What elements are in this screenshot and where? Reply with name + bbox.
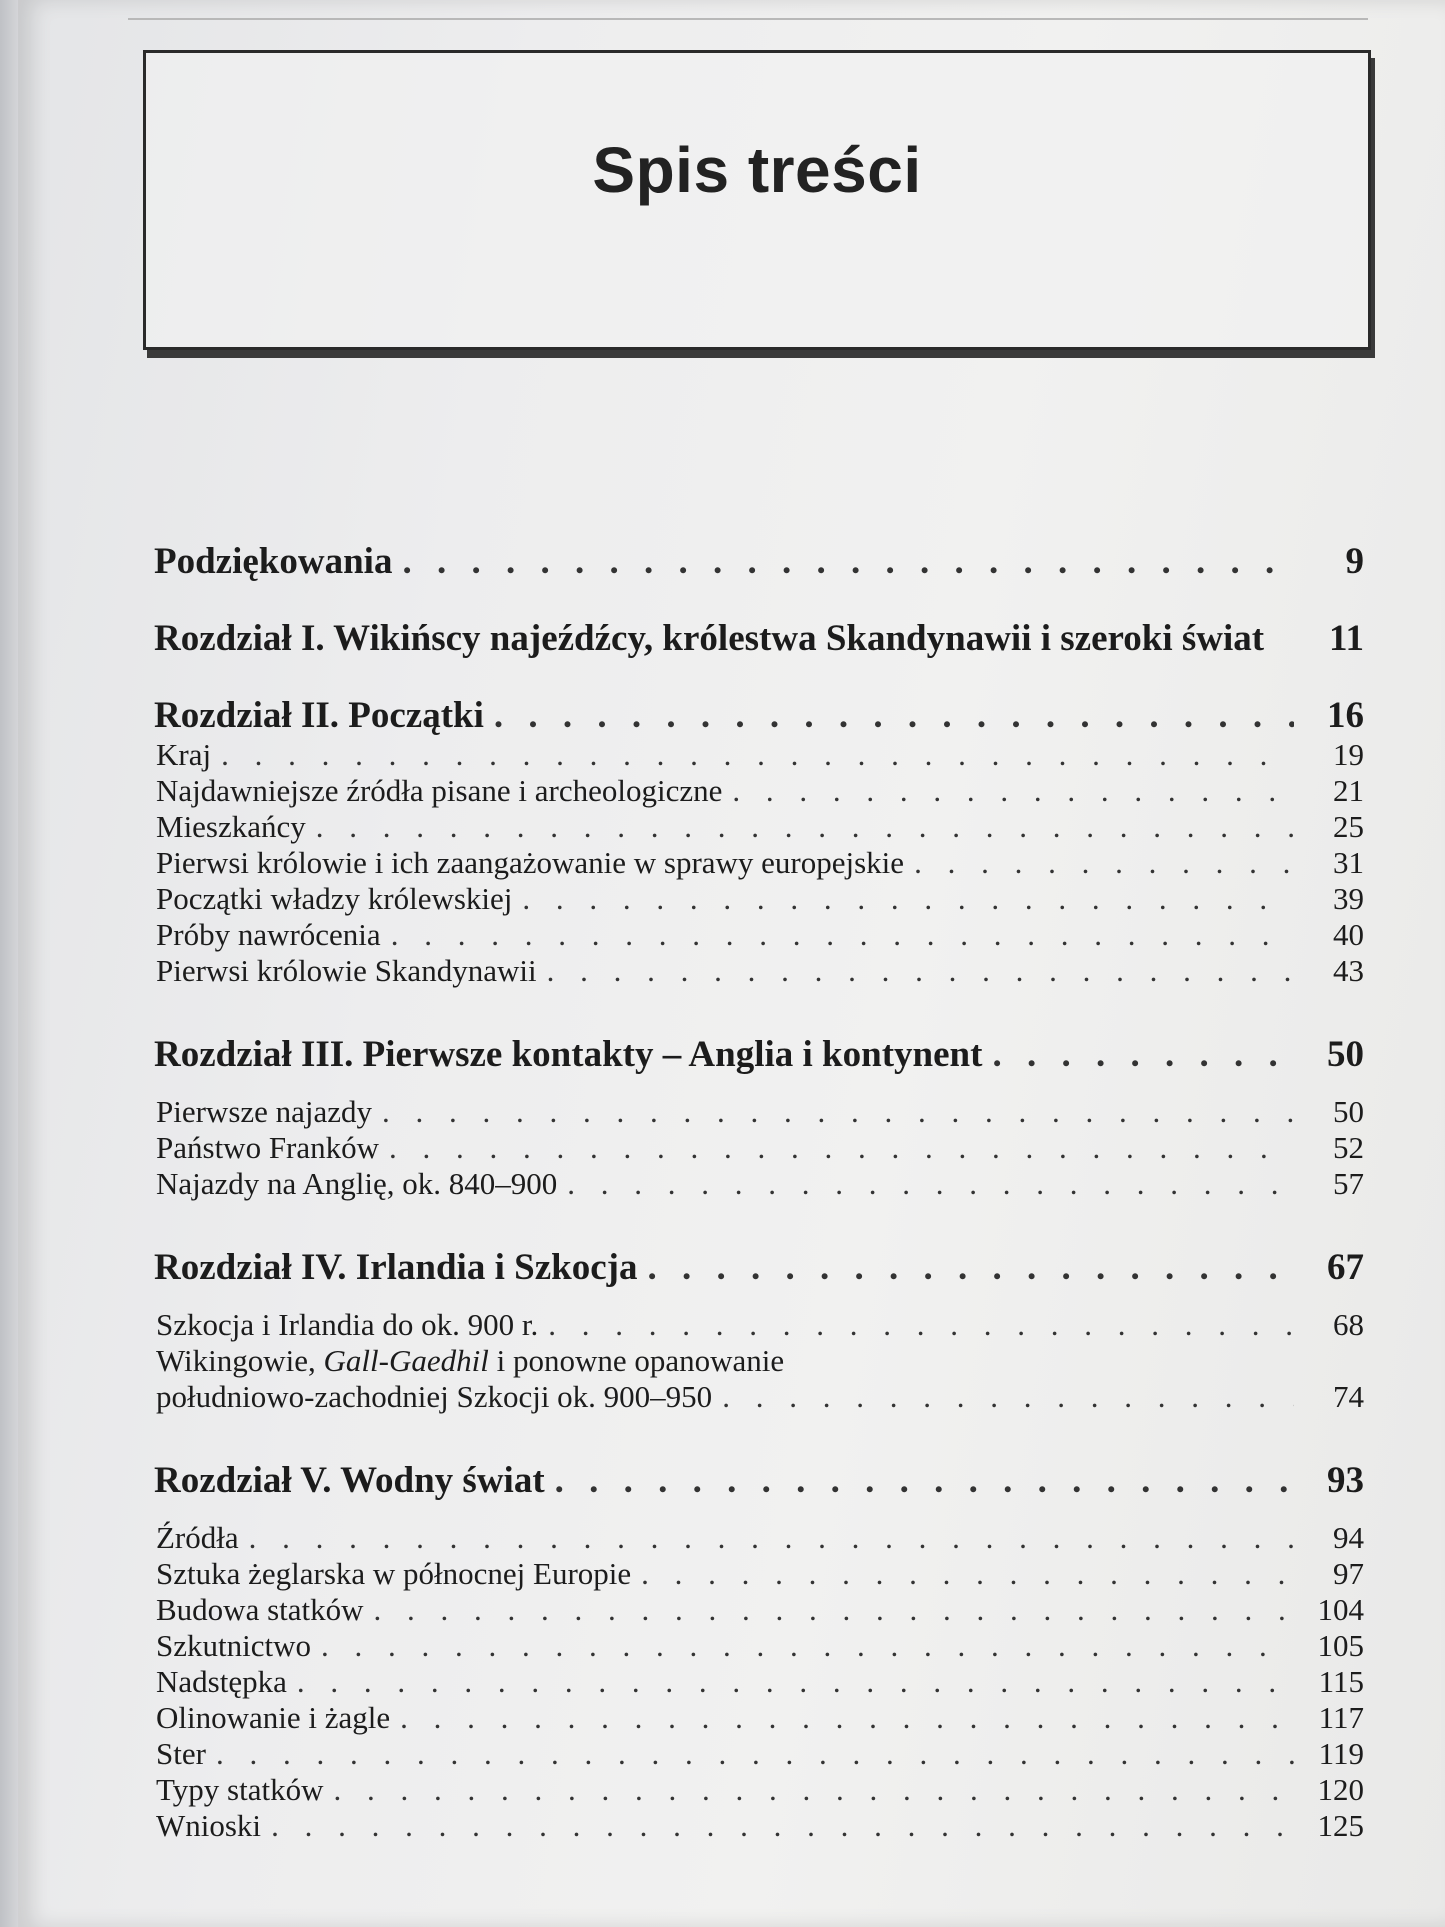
page-number: 120 <box>1317 1772 1364 1807</box>
toc-entry-section: Pierwsze najazdy . . . 50 <box>154 1094 1364 1130</box>
leader-dots <box>567 1166 1294 1202</box>
page-number: 125 <box>1317 1808 1364 1843</box>
leader-dots <box>548 1307 1294 1343</box>
leader-dots <box>641 1556 1294 1592</box>
page-number: 39 <box>1333 881 1364 916</box>
toc-entry-section: Próby nawrócenia . . . 40 <box>154 917 1364 953</box>
page-number: 105 <box>1317 1628 1364 1663</box>
page-number: 50 <box>1333 1094 1364 1129</box>
page-number: 11 <box>1329 618 1364 659</box>
page-number: 119 <box>1318 1736 1364 1771</box>
page-number: 16 <box>1327 695 1364 736</box>
table-of-contents <box>154 540 1364 1844</box>
page-title: Spis treści <box>592 134 922 206</box>
title-box <box>143 50 1371 350</box>
toc-entry-section: Ster . . . 119 <box>154 1736 1364 1772</box>
leader-dots <box>722 1379 1294 1415</box>
toc-entry-section-line2: południowo-zachodniej Szkocji ok. 900–950 . . . 74 <box>154 1379 1364 1415</box>
leader-dots <box>402 540 1294 583</box>
toc-entry-section: Typy statków . . . 120 <box>154 1772 1364 1808</box>
page-number: 74 <box>1333 1379 1364 1414</box>
leader-dots <box>547 953 1294 989</box>
page-number: 52 <box>1333 1130 1364 1165</box>
toc-entry-section: Kraj . . . 19 <box>154 737 1364 773</box>
toc-entry-chapter-5: Rozdział V. Wodny świat . . . 93 <box>154 1459 1364 1502</box>
leader-dots <box>914 845 1294 881</box>
page-number: 97 <box>1333 1556 1364 1591</box>
page-number: 57 <box>1333 1166 1364 1201</box>
leader-dots <box>297 1664 1294 1700</box>
toc-entry-section-line1: Wikingowie, Gall-Gaedhil i ponowne opanowanie <box>156 1343 785 1378</box>
leader-dots <box>522 881 1294 917</box>
toc-entry-section: Pierwsi królowie i ich zaangażowanie w sprawy europejskie . . . 31 <box>154 845 1364 881</box>
toc-entry-section: Najdawniejsze źródła pisane i archeologiczne . . . 21 <box>154 773 1364 809</box>
toc-entry-section: Wnioski . . . 125 <box>154 1808 1364 1844</box>
page-number: 40 <box>1333 917 1364 952</box>
toc-entry-section: Sztuka żeglarska w północnej Europie . . . 97 <box>154 1556 1364 1592</box>
toc-entry-section: Mieszkańcy . . . 25 <box>154 809 1364 845</box>
toc-entry-section: Pierwsi królowie Skandynawii . . . 43 <box>154 953 1364 989</box>
leader-dots <box>249 1520 1294 1556</box>
leader-dots <box>732 773 1294 809</box>
page-number: 50 <box>1327 1034 1364 1075</box>
leader-dots <box>374 1592 1294 1628</box>
toc-entry-acknowledgements: Podziękowania . . . 9 <box>154 540 1364 583</box>
page-number: 115 <box>1318 1664 1364 1699</box>
toc-entry-section: Nadstępka . . . 115 <box>154 1664 1364 1700</box>
page-number: 67 <box>1327 1247 1364 1288</box>
toc-entry-section: Budowa statków . . . 104 <box>154 1592 1364 1628</box>
toc-entry-section: Najazdy na Anglię, ok. 840–900 . . . 57 <box>154 1166 1364 1202</box>
toc-entry-chapter-3: Rozdział III. Pierwsze kontakty – Anglia i kontynent . . . 50 <box>154 1033 1364 1076</box>
page-number: 9 <box>1345 541 1364 582</box>
leader-dots <box>316 809 1294 845</box>
leader-dots <box>216 1736 1294 1772</box>
toc-entry-chapter-4: Rozdział IV. Irlandia i Szkocja . . . 67 <box>154 1246 1364 1289</box>
leader-dots <box>221 737 1294 773</box>
page-number: 104 <box>1317 1592 1364 1627</box>
page-number: 21 <box>1333 773 1364 808</box>
page-number: 43 <box>1333 953 1364 988</box>
toc-entry-section: Szkocja i Irlandia do ok. 900 r. . . . 68 <box>154 1307 1364 1343</box>
leader-dots <box>382 1094 1294 1130</box>
page-number: 93 <box>1327 1460 1364 1501</box>
leader-dots <box>647 1246 1294 1289</box>
leader-dots <box>494 694 1294 737</box>
leader-dots <box>400 1700 1294 1736</box>
page-number: 68 <box>1333 1307 1364 1342</box>
leader-dots <box>271 1808 1294 1844</box>
toc-entry-section: Państwo Franków . . . 52 <box>154 1130 1364 1166</box>
toc-entry-chapter-1: Rozdział I. Wikińscy najeźdźcy, królestwa Skandynawii i szeroki świat 11 <box>154 618 1364 659</box>
page-number: 117 <box>1318 1700 1364 1735</box>
page-number: 31 <box>1333 845 1364 880</box>
toc-entry-section: Szkutnictwo . . . 105 <box>154 1628 1364 1664</box>
toc-entry-chapter-2: Rozdział II. Początki . . . 16 <box>154 694 1364 737</box>
leader-dots <box>391 917 1294 953</box>
toc-entry-section: Źródła . . . 94 <box>154 1520 1364 1556</box>
page-number: 19 <box>1333 737 1364 772</box>
leader-dots <box>555 1459 1294 1502</box>
page-number: 94 <box>1333 1520 1364 1555</box>
book-spine-edge <box>0 0 18 1927</box>
leader-dots <box>333 1772 1294 1808</box>
toc-entry-section: Olinowanie i żagle . . . 117 <box>154 1700 1364 1736</box>
book-page <box>18 0 1445 1927</box>
leader-dots <box>321 1628 1294 1664</box>
page-number: 25 <box>1333 809 1364 844</box>
leader-dots <box>389 1130 1294 1166</box>
top-rule <box>128 18 1368 20</box>
toc-entry-section: Początki władzy królewskiej . . . 39 <box>154 881 1364 917</box>
leader-dots <box>992 1033 1294 1076</box>
